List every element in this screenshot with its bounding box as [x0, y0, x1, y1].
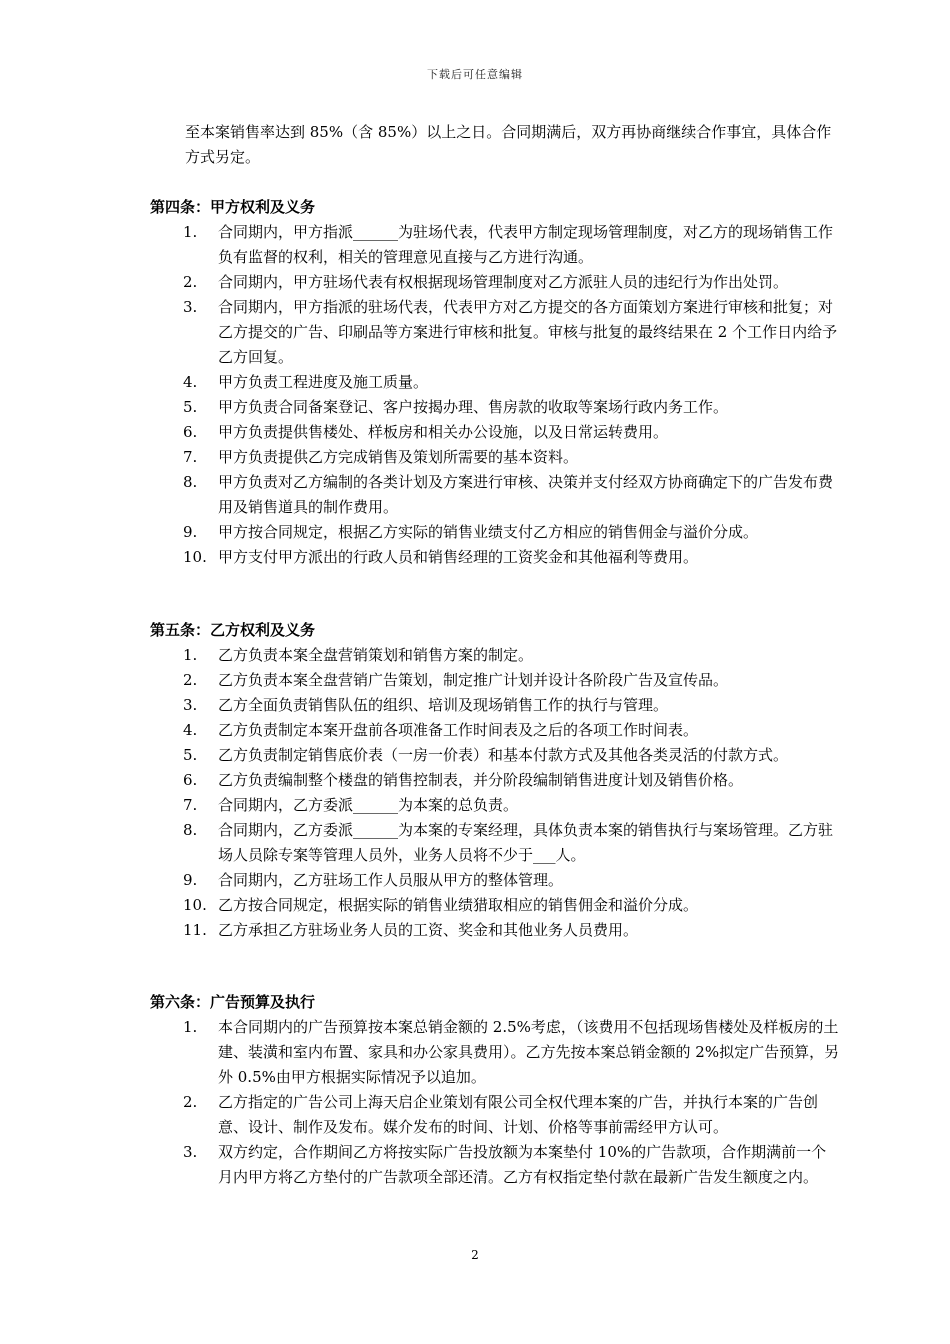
item-number: 1. — [183, 646, 198, 664]
item-number: 11. — [183, 921, 207, 939]
list-item — [150, 793, 840, 818]
section-article-6 — [150, 990, 840, 1190]
item-list — [150, 1015, 840, 1190]
item-number: 2. — [183, 273, 198, 291]
item-number: 1. — [183, 1018, 198, 1036]
item-text: 本合同期内的广告预算按本案总销金额的 2.5%考虑，（该费用不包括现场售楼处及样板房的土建、装潢和室内布置、家具和办公家具费用）。乙方先按本案总销金额的 2%拟定广告预算，另外 0.5%由甲方根据实际情况予以追加。 — [218, 1018, 840, 1086]
item-number: 8. — [183, 821, 198, 839]
item-number: 1. — [183, 223, 198, 241]
item-text: 甲方负责提供乙方完成销售及策划所需要的基本资料。 — [218, 448, 579, 466]
item-text: 乙方全面负责销售队伍的组织、培训及现场销售工作的执行与管理。 — [218, 696, 669, 714]
item-number: 3. — [183, 696, 198, 714]
page-header: 下载后可任意编辑 — [427, 68, 523, 81]
item-text: 乙方负责编制整个楼盘的销售控制表，并分阶段编制销售进度计划及销售价格。 — [218, 771, 744, 789]
item-text: 乙方负责制定本案开盘前各项准备工作时间表及之后的各项工作时间表。 — [218, 721, 699, 739]
section-title: 第五条：乙方权利及义务 — [150, 621, 316, 639]
list-item — [150, 1090, 840, 1140]
item-text: 合同期内，甲方指派的驻场代表，代表甲方对乙方提交的各方面策划方案进行审核和批复；对乙方提交的广告、印刷品等方案进行审核和批复。审核与批复的最终结果在 2 个工作日内给予乙方回复。 — [218, 298, 838, 366]
list-item — [150, 643, 840, 668]
item-text: 乙方按合同规定，根据实际的销售业绩猎取相应的销售佣金和溢价分成。 — [218, 896, 699, 914]
list-item — [150, 818, 840, 868]
list-item — [150, 545, 840, 570]
item-text: 乙方负责制定销售底价表（一房一价表）和基本付款方式及其他各类灵活的付款方式。 — [218, 746, 789, 764]
item-text: 甲方负责提供售楼处、样板房和相关办公设施，以及日常运转费用。 — [218, 423, 669, 441]
item-number: 6. — [183, 771, 198, 789]
list-item — [150, 693, 840, 718]
item-number: 5. — [183, 398, 198, 416]
list-item — [150, 668, 840, 693]
list-item — [150, 918, 840, 943]
list-item — [150, 1140, 840, 1190]
item-number: 6. — [183, 423, 198, 441]
item-text: 乙方指定的广告公司上海天启企业策划有限公司全权代理本案的广告，并执行本案的广告创意、设计、制作及发布。媒介发布的时间、计划、价格等事前需经甲方认可。 — [218, 1093, 819, 1136]
item-number: 4. — [183, 373, 198, 391]
item-number: 8. — [183, 473, 198, 491]
item-text: 甲方负责工程进度及施工质量。 — [218, 373, 429, 391]
item-text: 合同期内，乙方委派______为本案的专案经理，具体负责本案的销售执行与案场管理。乙方驻场人员除专案等管理人员外，业务人员将不少于___人。 — [218, 821, 834, 864]
page-number: 2 — [471, 1248, 479, 1262]
intro-paragraph: 至本案销售率达到 85%（含 85%）以上之日。合同期满后，双方再协商继续合作事宜，具体合作方式另定。 — [185, 123, 832, 166]
section-article-5 — [150, 618, 840, 943]
item-text: 乙方承担乙方驻场业务人员的工资、奖金和其他业务人员费用。 — [218, 921, 639, 939]
item-text: 双方约定，合作期间乙方将按实际广告投放额为本案垫付 10%的广告款项，合作期满前一个月内甲方将乙方垫付的广告款项全部还清。乙方有权指定垫付款在最新广告发生额度之内。 — [218, 1143, 827, 1186]
item-text: 甲方负责合同备案登记、客户按揭办理、售房款的收取等案场行政内务工作。 — [218, 398, 729, 416]
item-number: 7. — [183, 448, 198, 466]
item-text: 甲方支付甲方派出的行政人员和销售经理的工资奖金和其他福利等费用。 — [218, 548, 699, 566]
item-number: 2. — [183, 1093, 198, 1111]
item-text: 乙方负责本案全盘营销广告策划，制定推广计划并设计各阶段广告及宣传品。 — [218, 671, 729, 689]
item-text: 甲方负责对乙方编制的各类计划及方案进行审核、决策并支付经双方协商确定下的广告发布费用及销售道具的制作费用。 — [218, 473, 834, 516]
item-list — [150, 643, 840, 943]
item-number: 10. — [183, 548, 207, 566]
item-number: 9. — [183, 871, 198, 889]
item-list — [150, 220, 840, 570]
list-item — [150, 295, 840, 370]
item-text: 乙方负责本案全盘营销策划和销售方案的制定。 — [218, 646, 534, 664]
item-text: 甲方按合同规定，根据乙方实际的销售业绩支付乙方相应的销售佣金与溢价分成。 — [218, 523, 759, 541]
item-number: 3. — [183, 298, 198, 316]
list-item — [150, 768, 840, 793]
item-number: 4. — [183, 721, 198, 739]
list-item — [150, 868, 840, 893]
list-item — [150, 370, 840, 395]
section-title: 第四条：甲方权利及义务 — [150, 198, 316, 216]
item-text: 合同期内，乙方委派______为本案的总负责。 — [218, 796, 519, 814]
item-text: 合同期内，甲方驻场代表有权根据现场管理制度对乙方派驻人员的违纪行为作出处罚。 — [218, 273, 789, 291]
item-text: 合同期内，甲方指派______为驻场代表，代表甲方制定现场管理制度，对乙方的现场销售工作负有监督的权利，相关的管理意见直接与乙方进行沟通。 — [218, 223, 834, 266]
list-item — [150, 220, 840, 270]
item-number: 3. — [183, 1143, 198, 1161]
item-number: 7. — [183, 796, 198, 814]
list-item — [150, 520, 840, 545]
list-item — [150, 445, 840, 470]
item-number: 9. — [183, 523, 198, 541]
item-number: 2. — [183, 671, 198, 689]
list-item — [150, 420, 840, 445]
list-item — [150, 743, 840, 768]
section-title: 第六条：广告预算及执行 — [150, 993, 316, 1011]
item-number: 10. — [183, 896, 207, 914]
section-article-4 — [150, 195, 840, 570]
list-item — [150, 470, 840, 520]
list-item — [150, 270, 840, 295]
list-item — [150, 893, 840, 918]
item-text: 合同期内，乙方驻场工作人员服从甲方的整体管理。 — [218, 871, 564, 889]
list-item — [150, 395, 840, 420]
list-item — [150, 1015, 840, 1090]
item-number: 5. — [183, 746, 198, 764]
list-item — [150, 718, 840, 743]
